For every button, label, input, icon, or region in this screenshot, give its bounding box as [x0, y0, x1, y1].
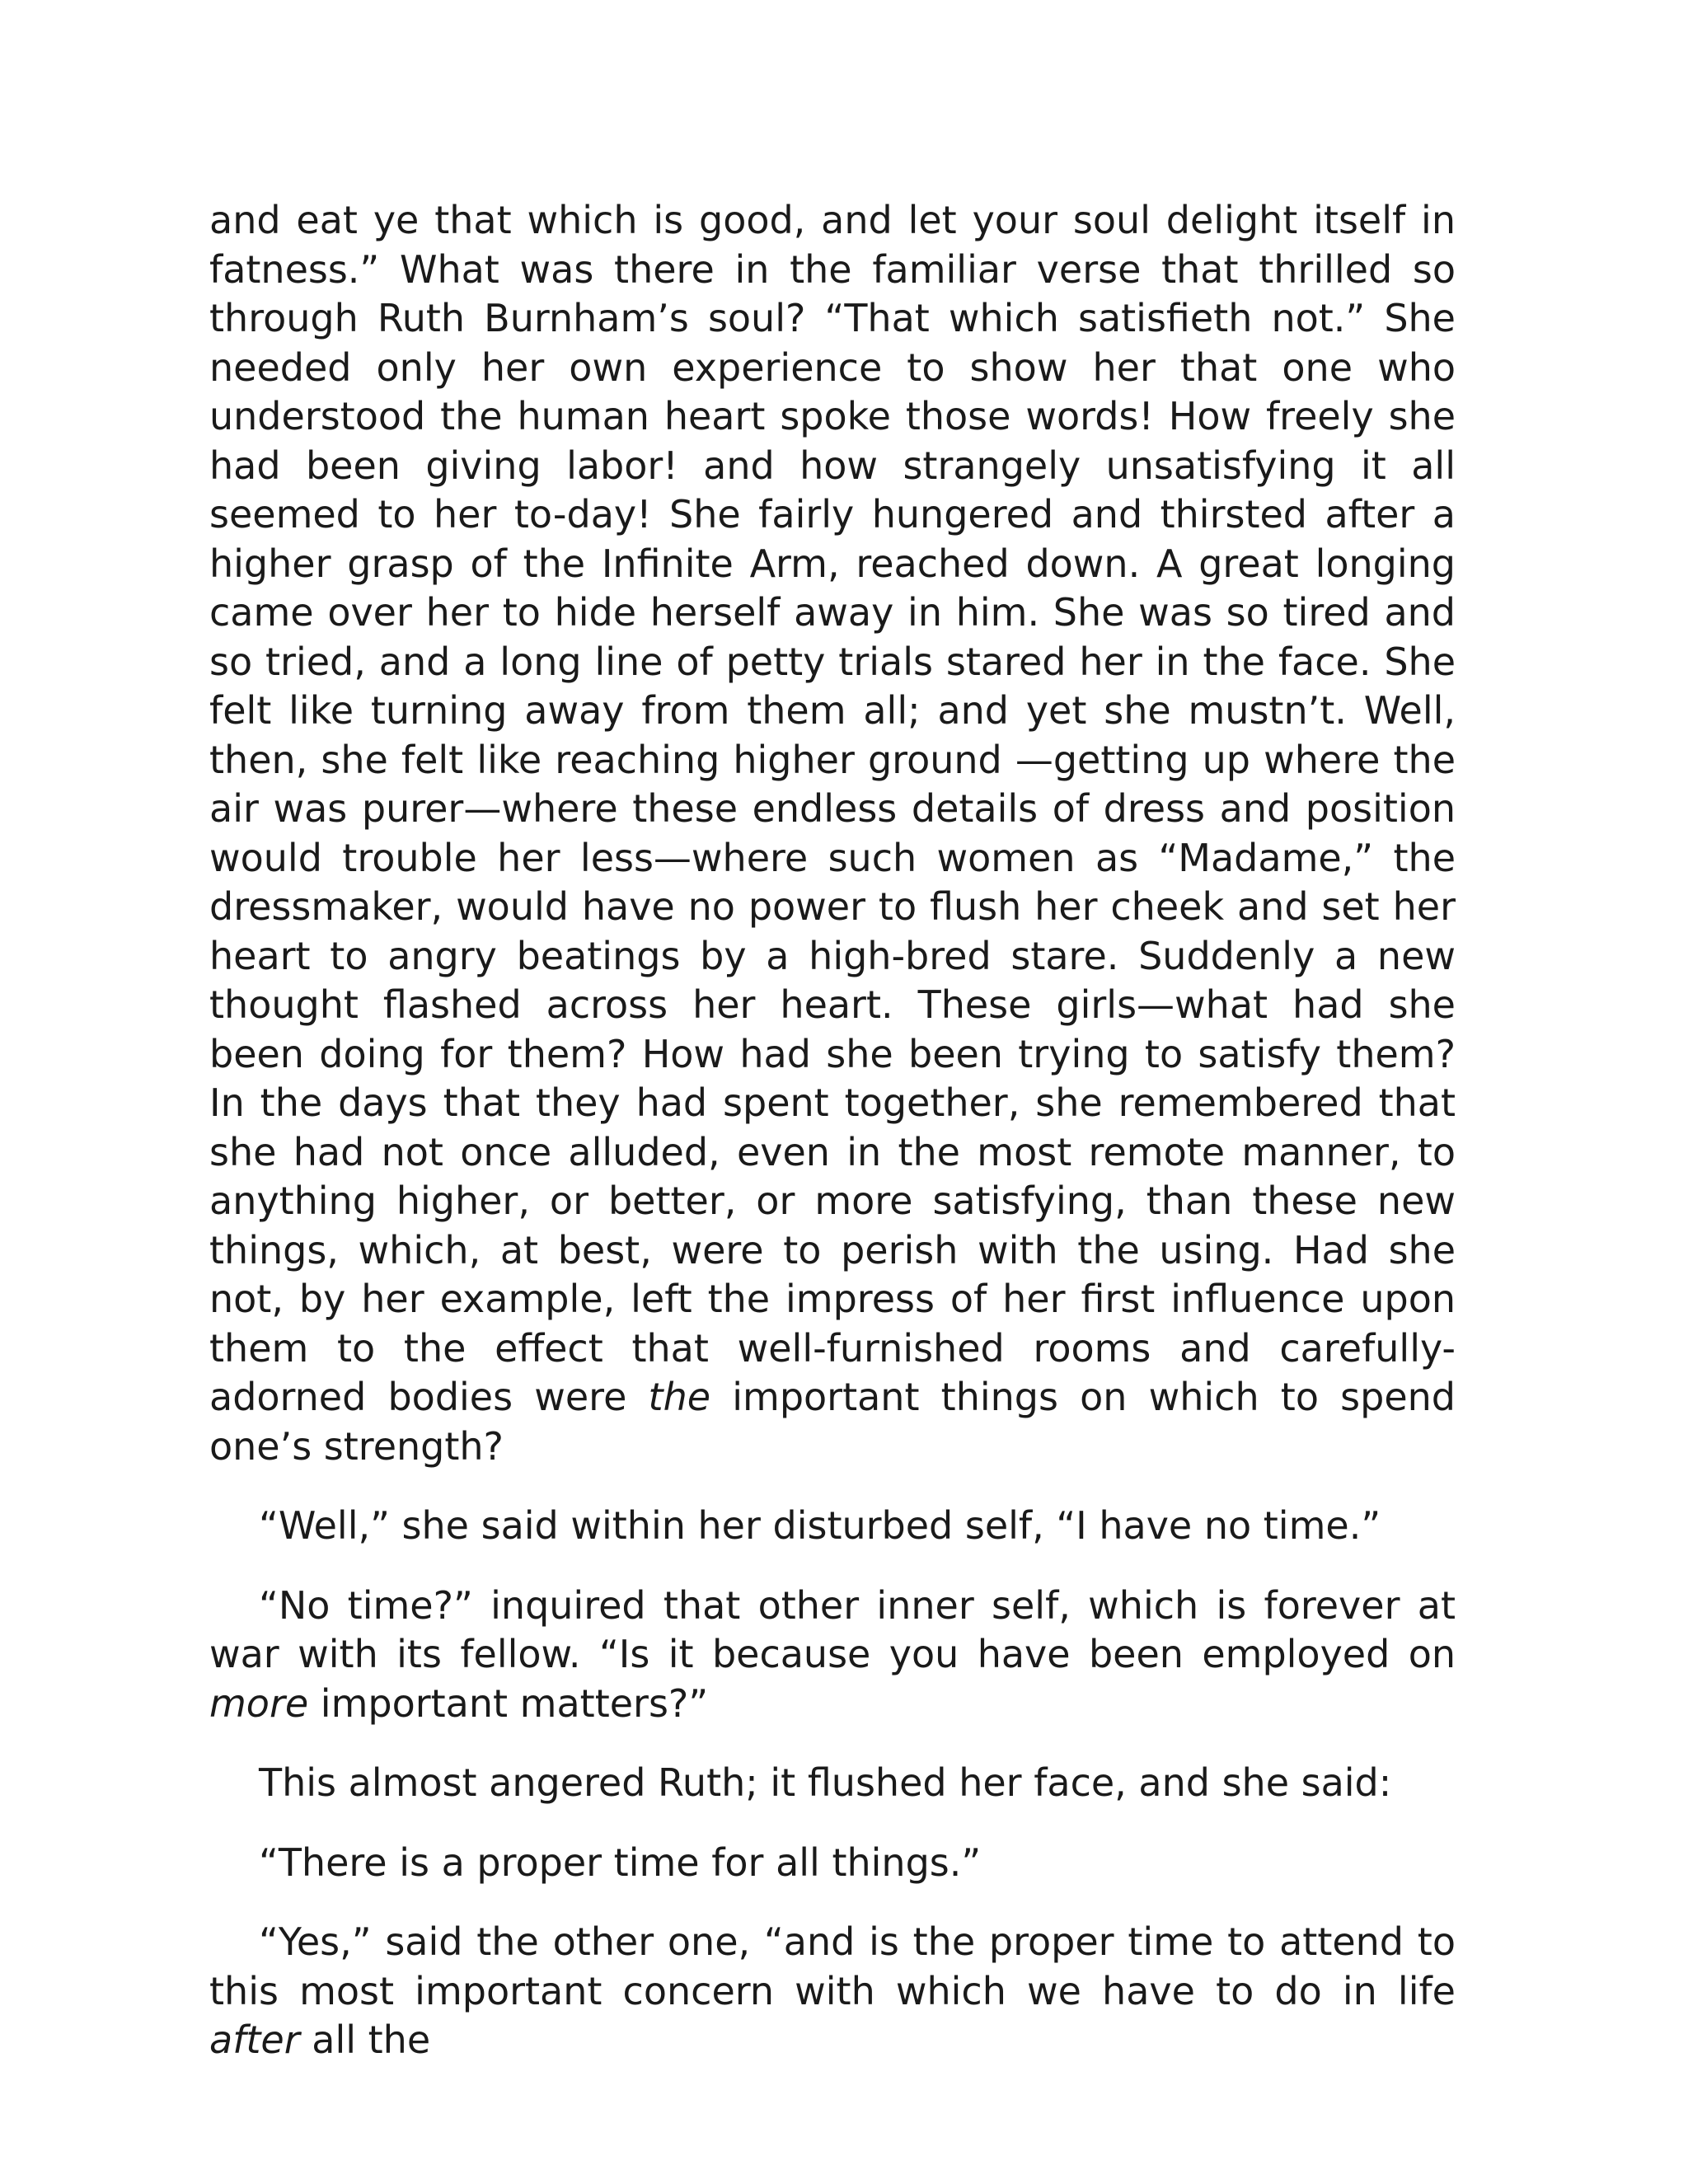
paragraph-4: This almost angered Ruth; it flushed her face, and she said:: [259, 1760, 1392, 1805]
paragraph-1-text-a: and eat ye that which is good, and let your soul delight itself in fatness.” What was there in the familiar verse that thrilled so through Ruth Burnham’s soul? “That which satisfieth not.” She needed only her own experience to show her that one who understood the human heart spoke those words! How freely she had been giving labor! and how strangely unsatisfying it all seemed to her to-day! She fairly hungered and thirsted after a higher grasp of the Infinite Arm, reached down. A great longing came over her to hide herself away in him. She was so tired and so tried, and a long line of petty trials stared her in the face. She felt like turning away from them all; and yet she mustn’t. Well, then, she felt like reaching higher ground —getting up where the air was purer—where these endless details of dress and position would trouble her less—where such women as “Madame,” the dressmaker, would have no power to flush her cheek and set her heart to angry beatings by a high-bred stare. Suddenly a new thought flashed across her heart. These girls—what had she been doing for them? How had she been trying to satisfy them? In the days that they had spent together, she remembered that she had not once alluded, even in the most remote manner, to anything higher, or better, or more satisfying, than these new things, which, at best, were to perish with the using. Had she not, by her example, left the impress of her first influence upon them to the effect that well-furnished rooms and carefully-adorned bodies were: [209, 198, 1456, 1419]
paragraph-3: [209, 1582, 1456, 1729]
paragraph-1-text-b: important things on which to spend one’s strength?: [209, 1375, 1456, 1469]
paragraph-5: “There is a proper time for all things.”: [259, 1840, 982, 1885]
paragraph-2: “Well,” she said within her disturbed self, “I have no time.”: [259, 1503, 1381, 1548]
page-body: [209, 196, 1456, 2065]
paragraph-3-emphasis: more: [209, 1680, 309, 1726]
paragraph-6-text-a: “Yes,” said the other one, “and is the proper time to attend to this most important concern with which we have to do in life: [209, 1919, 1456, 2013]
paragraph-6: [209, 1918, 1456, 2065]
paragraph-6-emphasis: after: [209, 2018, 300, 2062]
paragraph-1-emphasis: the: [648, 1375, 711, 1419]
paragraph-6-text-b: all the: [299, 2018, 431, 2062]
paragraph-1: [209, 196, 1456, 1471]
paragraph-3-text-a: “No time?” inquired that other inner self, which is forever at war with its fellow. “Is it because you have been employed on: [209, 1582, 1456, 1676]
paragraph-3-text-b: important matters?”: [308, 1680, 709, 1726]
